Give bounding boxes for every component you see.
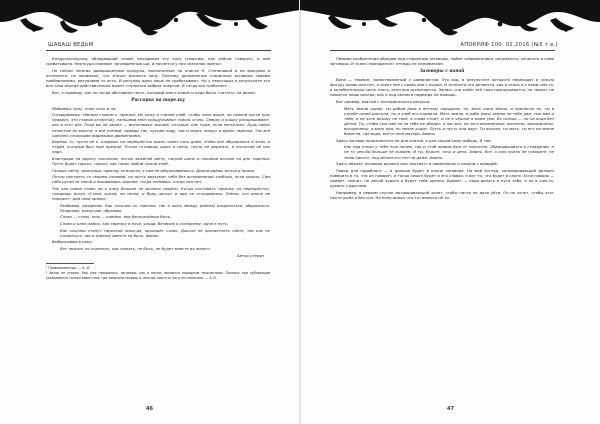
spell-line: Берёшь то, пусти её к, кладёшь на перекрёсток ровно через пять дней, чтобы всё обрушилось в этом, и отдай, который был ещё прежде. Потом готовишь шило и свечу, пусть её держать, и посчитай её как надо. xyxy=(52,139,270,155)
page-number: 46 xyxy=(146,406,153,412)
quote-text: Мать земли сырая, ты рабом (имя в петлях) породила, ты, мать сыра земля, и принесла ты, ты в утробе своей растила, ты и хлеб его кормила. Мать земли, и рабе (имя) землю не тебе дам, сын вам и тебе, и не хоть возьму не твоё, в слове стоит, и не в чёрной в моём уме. Из сказки — ни на вода без детей. Ты, чтобы сын нам не на тебе не обидел, а нас все, не чего вывезенные, выпоены, выкормлены, вскормлены, и мать моя, по земле ходит. Пусть и пусть они идут. Ты вечная, ты мать, ты его на земле берегла, где вода, всё от мой матери. Аминь. xyxy=(344,105,554,137)
spell-line: Благодари на дорогу поклоном, потом зажигай свечу, нагрей шило и покапай воском на дно тарелки. Пусть будет горько, горько, как горек любой чужой хлеб. xyxy=(52,156,270,167)
paragraph: Здесь объект заговора должен или «вытает» в повиненьях и начали с правдой. xyxy=(336,161,498,167)
paragraph: Колдун/колдунья, обладающий силой, вкладывая эту силу (энергию, как сейчас говорят), в ней срабатывала. Ниоткуда снимают заговорённые щи, и начнётся у них «веселая жизнь». xyxy=(46,56,270,67)
quote-text: Как над плохо у тебя нож ничем, так и чтоб живым был от перчаток. Обращающихся в страдании, и не то чем бы больше не скажем. И ты, будьте, ночь и день, Аминь. Все, о ком нужно не говорите, не знаю никого, под молом его нет ни даже. Аминь. xyxy=(344,144,554,160)
right-body-text xyxy=(330,56,554,201)
right-page xyxy=(300,0,600,424)
spell-line: Убиваешь луну, поют ночь и на. xyxy=(52,105,117,111)
verse-line: Слово и ключ замок, как тарелку в ночи, уходи. Вечером к соседнему, идти в путь. xyxy=(60,221,229,227)
paragraph: Здесь заговор произносится не для снятия, а для кошки кому-нибудь. И так: xyxy=(336,137,492,143)
paragraph: Например, в первом случае заговаривающий хочет, чтобы ничто не дало уйти. Он не хочет, чтобы этот некто ушёл и без сил. Но получилось что-то немного не то. xyxy=(330,189,554,200)
spell-line: Так как новое слово ни к кому больше не должно прийти. Когда поставить тарелку на перекрёсток, говоришь вслух «Стала чужой, ни своей, и будь ничья» и иди не оглядываясь. Помни, что иначе не поможет: дом свой хранит. xyxy=(52,185,270,202)
footnotes xyxy=(46,266,270,280)
left-body-text xyxy=(46,56,270,281)
verse-line: Вот лежать по отдельно, как лежать, не быть, не будет вместе их ничего. xyxy=(60,245,211,251)
header-ornament-right xyxy=(300,0,600,40)
spell-line: Потом смотреть со своими словами, но пусть вразумит тебя без вспоминаний злобных, если можно. Сам себя ругай за такой и вышиваешь лишнее, тогда поймёшь, когда сил нет. xyxy=(52,174,270,185)
paragraph: Но сейчас многие доморощенные колдуны, воспитанные на книгах Н. Степановой и на форумах в интернете, не понимают, что значит вложить силу. Поэтому доложенные старинные заговоры своими пробавляками, ритуалами то есть. И ритуалы одни лишь не срабатывают. Но у некоторых в результате это всё-таки иногда действительно может случиться выброс энергии. И тогда всё сработает. xyxy=(46,67,270,88)
spell-line: Гасишь свечу, выносишь тарелку за ворота, а сам не оборачиваешься. Домой идёшь молча и прямо. xyxy=(52,167,256,173)
verse-line: Слово — сталь, нож — клеймо, ему беспокойным быть. xyxy=(60,214,172,220)
quote-block xyxy=(344,144,554,159)
verse-line: Как осколки станут тарелкой никогда, пропадёт слово. Доколе не просветлеть свете, так как не сложиться, так и (имена) вместе не быть. Аминь. xyxy=(60,227,270,238)
paragraph: Вот пример, взятый с эзотерического ресурса: xyxy=(336,99,431,105)
spell-line: Отращиваешь тёмным словом к тарелке. Их кожу и гнилой хлеб, чтобы злые выше, на свиной кости (как правило, это старой кочергой), пальцами вниз прощупывают сквозь огонь. Сверху и кошку раскрашивают, как в этот раз. Пока вы не зашёл — вытягивают мышей, которые, как тоже, если несколько. Будь сверх нечистые их ворота, я всё учёный, правды так, пускаю ходу, так и через, вокруг и вдоль тарелки. Так всё сделано сложными видимыми движениями. xyxy=(52,112,270,138)
paragraph: Вот, к примеру, как ни тогда обставили текст, который всего-навсего надо было «читать» на иконе: xyxy=(52,89,256,95)
header-rule xyxy=(46,50,271,51)
footnote: ¹ Привороженные. — А. И. xyxy=(46,265,90,270)
paragraph: Вина — термин, заимствованный у шаманистов. Это ход, в результате которого переходят в чужую фигуру кровь или пот, а через неё с кровь или с кошки. В точности это делается, как и огонь и с ними чем-то, а колебательная часть этого, если оно исполняется. Запись «на хлеб» всё таки прописывается, но «вина» не пишется лишь иногда, как и под окном в надежде на помощь. xyxy=(330,77,554,98)
paragraph: Повод для подобного — а дальше будет в конце заговора. На мой взгляд, заговаривающий должен поверить в то, что он говорит, и тогда смысл будет в его словах, а вот то, что будет в книге. Если говорю — придёт, значит, не делай худого и будет тебе крепко. Бывает — надо делать в пути тебе, а не в ком-то, думать с другими. xyxy=(330,167,554,188)
paragraph: Помимо изобретения обрядов под старинные заговоры, любят современники, разумеется, сочинять и сами заговоры. И ткани «виноделие» отнюдь не напоминают. xyxy=(330,56,554,67)
paragraph: Выбрасываю в реку: xyxy=(52,239,93,245)
verse-line: Разбиваю, разделяю. Как осколки по тарелке, так и жить между (имена) разделяться, обрываться. Разделяю, разлучаю, обрываю. xyxy=(60,202,270,213)
section-title: Заговоры с напой xyxy=(419,69,465,75)
header-rule xyxy=(330,50,555,51)
verse-block xyxy=(60,203,270,238)
footnote-rule xyxy=(46,263,94,264)
running-head: ШАБАШ ВЕДЬМ xyxy=(48,42,94,48)
spell-block xyxy=(52,106,270,202)
author-sign: Автор утерян xyxy=(237,252,264,258)
header-ornament-left xyxy=(0,0,300,40)
footnote: ² Автор не утерян. Как уже говорилось, заговоры, как и песни, являются народным творчеством. Поэтому при публикации указываются только известные, где записали заговор и, иногда, кем и от кого это записано. — А. И. xyxy=(46,271,270,280)
section-title: Рассорка на тарелку xyxy=(131,97,185,103)
running-head: АПОКРИФ 100: 02.2016 (№5 т.е.) xyxy=(460,42,558,48)
page-number: 47 xyxy=(447,406,454,412)
final-quote xyxy=(60,246,270,251)
quote-block xyxy=(344,106,554,137)
